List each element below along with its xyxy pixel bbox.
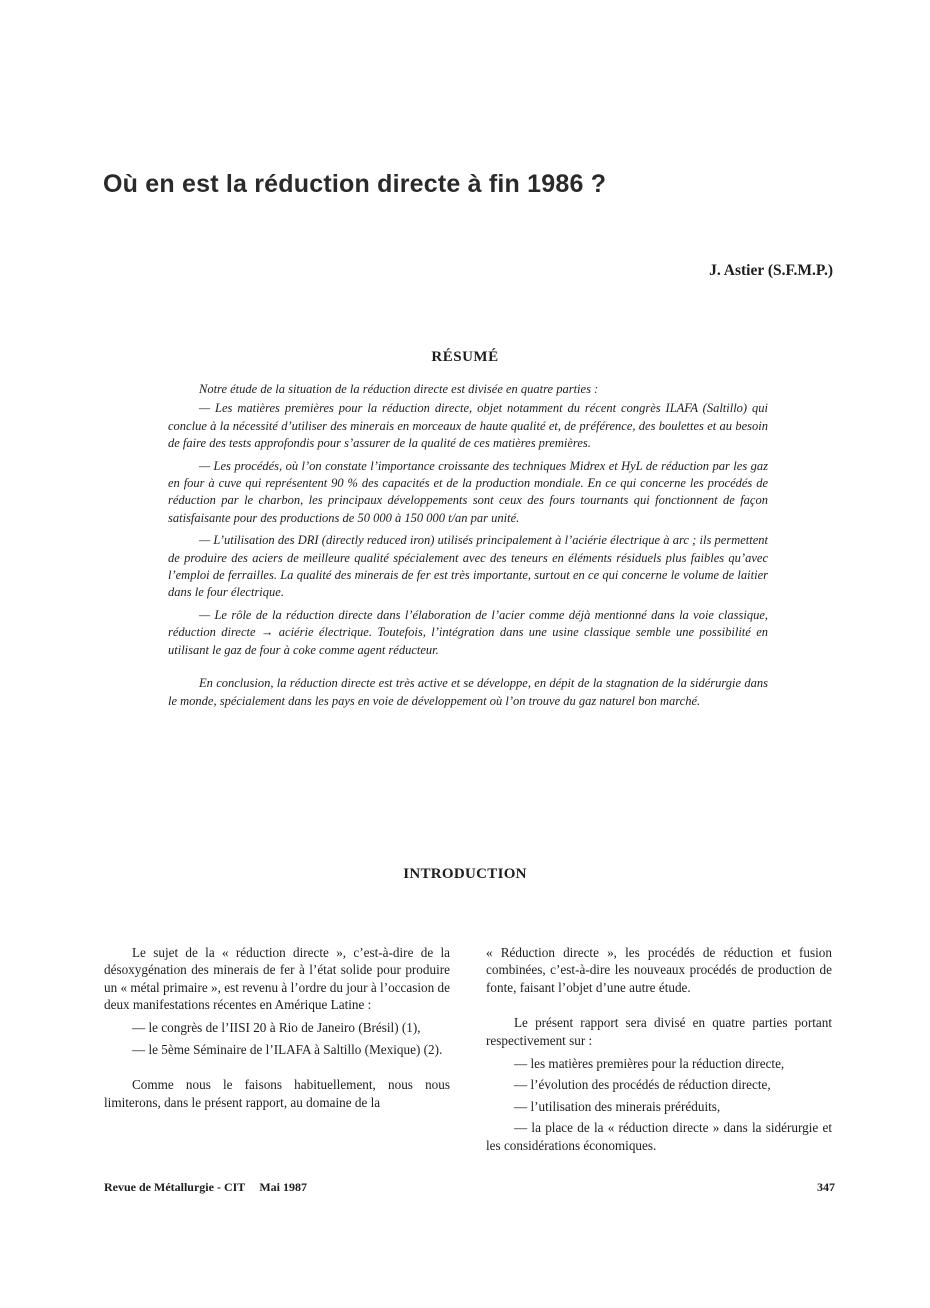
intro-list-item: — le congrès de l’IISI 20 à Rio de Janeiro (Brésil) (1), (132, 1019, 421, 1035)
abstract-intro: Notre étude de la situation de la réduction directe est divisée en quatre parties : (199, 382, 599, 396)
introduction-right-column (486, 944, 832, 1158)
introduction-heading: INTRODUCTION (403, 866, 527, 882)
intro-list-item: — le 5ème Séminaire de l’ILAFA à Saltillo (Mexique) (2). (132, 1042, 443, 1058)
introduction-left-column (104, 944, 450, 1111)
report-part-item: — l’utilisation des minerais préréduits, (514, 1098, 721, 1114)
report-part-item: — l’évolution des procédés de réduction directe, (514, 1077, 771, 1093)
footer-journal (104, 1180, 307, 1195)
intro-paragraph-3: Le présent rapport sera divisé en quatre parties portant respectivement sur : (486, 1015, 832, 1048)
abstract-point-dri-use: — L’utilisation des DRI (directly reduced iron) utilisés principalement à l’aciérie électrique à arc ; ils permettent de produire des aciers de meilleure qualité spécialement avec des teneurs en éléments résiduels plus faibles qu’avec l’emploi de ferrailles. La qualité des minerais de fer est très importante, surtout en ce qui concerne le volume de laitier dans le four électrique. (168, 533, 768, 600)
abstract-point-processes: — Les procédés, où l’on constate l’importance croissante des techniques Midrex et HyL de réduction par les gaz en four à cuve qui représentent 90 % des capacités et de la production mondiale. En ce qui concerne les procédés de réduction par le charbon, les principaux développements sont ceux des fours tournants qui fonctionnent de façon satisfaisante pour des productions de 50 000 à 150 000 t/an par unité. (168, 458, 768, 525)
abstract-point-role: — Le rôle de la réduction directe dans l’élaboration de l’acier comme déjà mentionné dans la voie classique, réduction directe → aciérie électrique. Toutefois, l’intégration dans une usine classique semble une possibilité en utilisant le gaz de four à coke comme agent réducteur. (168, 607, 768, 657)
abstract-conclusion: En conclusion, la réduction directe est très active et se développe, en dépit de la stagnation de la sidérurgie dans le monde, spécialement dans les pays en voie de développement où l’on trouve du gaz naturel bon marché. (168, 676, 768, 708)
report-parts-list (486, 1055, 832, 1154)
intro-paragraph-continued: « Réduction directe », les procédés de réduction et fusion combinées, c’est-à-dire les nouveaux procédés de production de fonte, faisant l’objet d’une autre étude. (486, 945, 832, 995)
report-part-item: — la place de la « réduction directe » dans la sidérurgie et les considérations économiques. (486, 1120, 832, 1153)
page-number: 347 (817, 1180, 835, 1194)
report-part-item: — les matières premières pour la réduction directe, (514, 1056, 785, 1072)
abstract-body (168, 381, 768, 715)
journal-name: Revue de Métallurgie - CIT (104, 1180, 246, 1194)
intro-paragraph-1: Le sujet de la « réduction directe », c’est-à-dire de la désoxygénation des minerais de fer à l’état solide pour produire un « métal primaire », est revenu à l’ordre du jour à l’occasion de deux manifestations récentes en Amérique Latine : (104, 945, 450, 1013)
abstract-heading: RÉSUMÉ (431, 349, 499, 365)
article-author: J. Astier (S.F.M.P.) (709, 262, 833, 279)
article-title: Où en est la réduction directe à fin 1986 ? (103, 170, 607, 198)
issue-date: Mai 1987 (259, 1180, 307, 1194)
intro-paragraph-2: Comme nous le faisons habituellement, nous nous limiterons, dans le présent rapport, au domaine de la (104, 1077, 450, 1110)
abstract-point-raw-materials: — Les matières premières pour la réduction directe, objet notamment du récent congrès ILAFA (Saltillo) qui conclue à la nécessité d’utiliser des minerais en morceaux de haute qualité et, de préférence, des boulettes et au besoin de faire des tests approfondis pour s’assurer de la qualité de ces matières premières. (168, 401, 768, 451)
